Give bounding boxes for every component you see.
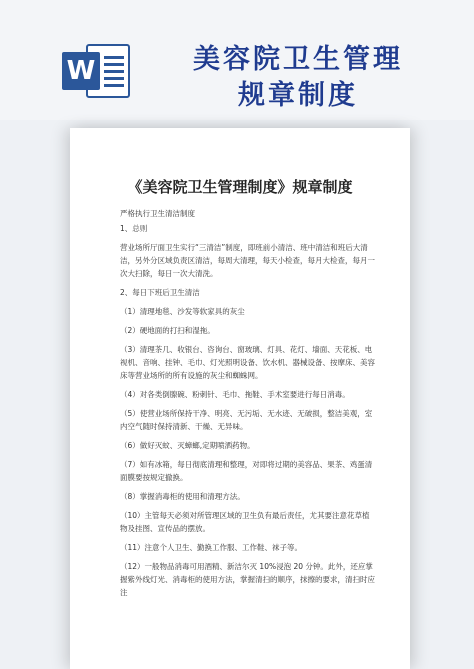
- list-item: （7）如有冰箱，每日彻底清理和整理，对即将过期的美容品、果茶、鸡蛋清面膜要按规定撤换。: [120, 460, 373, 482]
- list-item: （10）主管每天必须对所管理区域的卫生负有最后责任，尤其要注意花草植物及挂图、宣传品的摆放。: [120, 511, 370, 533]
- header-banner: [0, 0, 474, 120]
- list-item: （12）一般物品消毒可用酒精、新洁尔灭 10%浸泡 20 分钟。此外，还应掌握紫外线灯光、消毒柜的使用方法，掌握清扫的顺序，抹擦的要求，清扫时应注: [120, 562, 375, 597]
- word-logo-letter: W: [62, 52, 100, 90]
- paragraph: 严格执行卫生清洁制度: [120, 209, 195, 218]
- list-item: （4）对各类倒腺碗、粉刺针、毛巾、拖鞋、手术室要进行每日消毒。: [120, 390, 350, 399]
- paragraph: 营业场所厅面卫生实行“三清洁”制度，即班前小清洁、班中清洁和班后大清洁，另外分区域负责区清洁，每周大清理，每天小检查，每月大检查，每月一次大扫除，每日一次大清洗。: [120, 243, 375, 278]
- list-item: （3）清理茶几、收银台、咨询台、窗玻璃、灯具、花灯、墙面、天花板、电视机、音响、挂钟、毛巾、灯光照明设备、饮水机、器械设备、按摩床、美容床等营业场所的所有设施的灰尘和蜘蛛网。: [120, 345, 375, 380]
- list-item: （2）硬地面的打扫和湿拖。: [120, 326, 215, 335]
- list-item: （6）做好灭蚊、灭蟑螂,定期喷洒药物。: [120, 441, 255, 450]
- list-item: （11）注意个人卫生、勤换工作服、工作鞋、袜子等。: [120, 543, 303, 552]
- word-document-icon: [62, 40, 128, 98]
- banner-title-line1: 美容院卫生管理: [193, 44, 403, 75]
- banner-title: [148, 42, 448, 114]
- list-item: （8）掌握消毒柜的使用和清理方法。: [120, 492, 245, 501]
- document-body: [120, 207, 375, 605]
- banner-title-line2: 规章制度: [238, 80, 358, 111]
- document-title: 《美容院卫生管理制度》规章制度: [127, 178, 353, 196]
- document-page: [70, 128, 410, 669]
- list-item: （1）清理地毯、沙发等软家具的灰尘: [120, 307, 245, 316]
- list-item: （5）使营业场所保持干净、明亮、无污垢、无水迹、无破损，整洁美观，室内空气随时保持清新、干燥、无异味。: [120, 409, 373, 431]
- section-heading: 2、每日下班后卫生清洁: [120, 288, 200, 297]
- section-heading: 1、总则: [120, 224, 148, 233]
